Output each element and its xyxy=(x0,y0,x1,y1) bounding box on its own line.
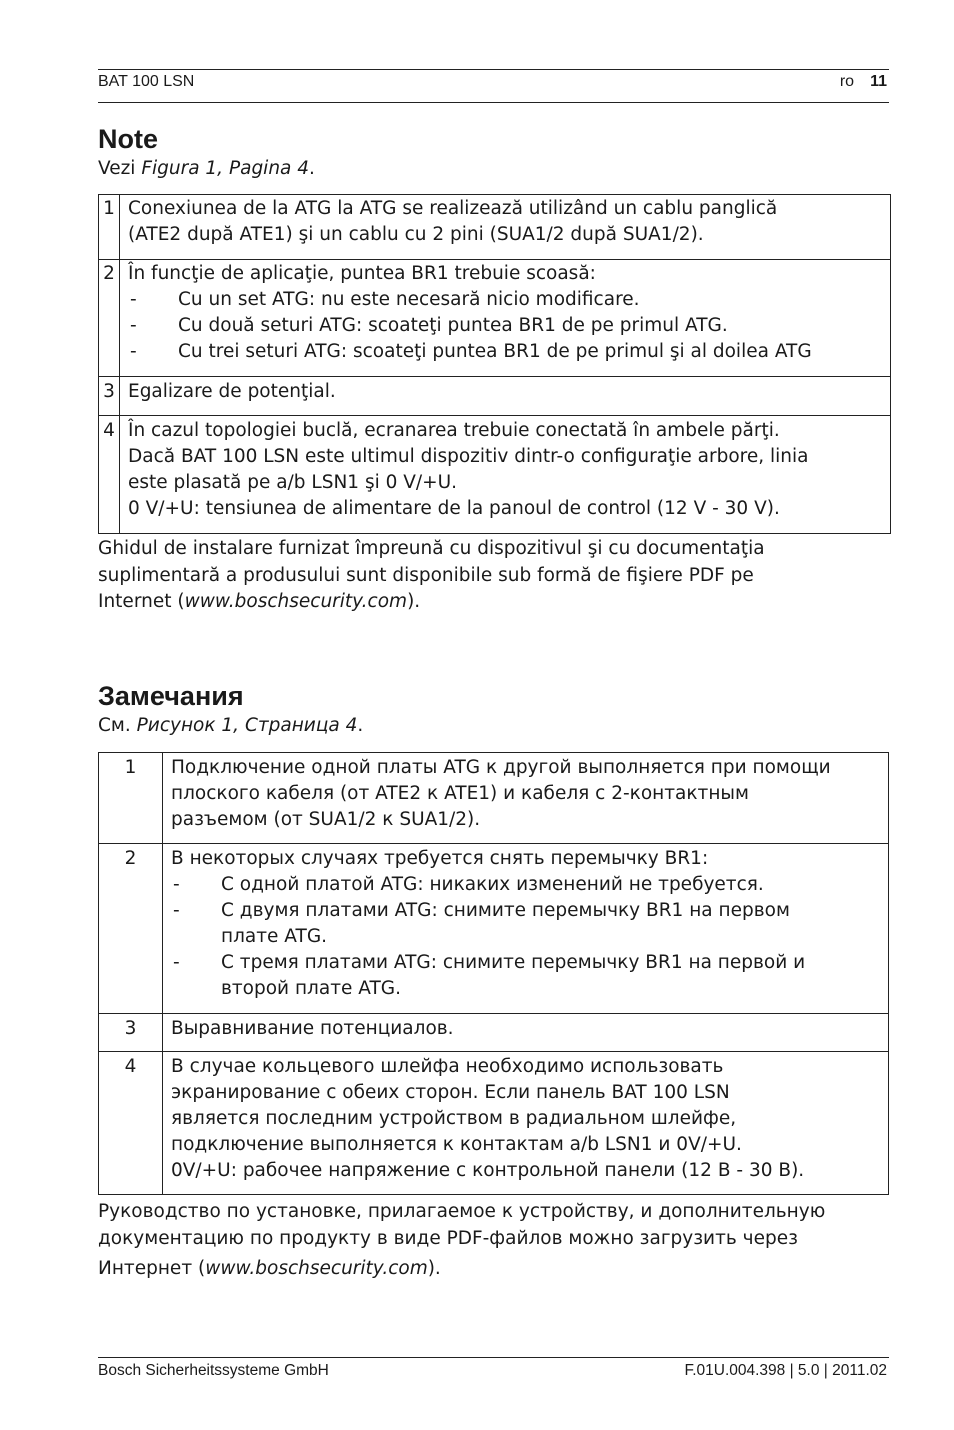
header-bottom-rule xyxy=(98,102,889,103)
bullet-item xyxy=(128,313,890,339)
bullet-text: плате ATG. xyxy=(221,926,328,947)
notes-table-ru xyxy=(98,752,889,1195)
row-number: 2 xyxy=(99,844,163,1014)
text-line: Conexiunea de la ATG la ATG se realizează utilizând un cablu panglică xyxy=(128,198,778,219)
figure-reference-link: Figura 1, Pagina 4 xyxy=(141,158,310,179)
footer-company: Bosch Sicherheitssysteme GmbH xyxy=(98,1362,329,1379)
figure-reference-suffix: . xyxy=(357,715,364,736)
bullet-dash: - xyxy=(130,289,137,310)
table-row xyxy=(99,195,891,260)
row-text xyxy=(120,260,891,377)
text-line: Ghidul de instalare furnizat împreună cu dispozitivul şi cu documentaţia xyxy=(98,538,765,559)
text-line: документацию по продукту в виде PDF-файлов можно загрузить через xyxy=(98,1227,798,1249)
row-number: 4 xyxy=(99,416,120,534)
text-fragment: ). xyxy=(427,1258,441,1279)
footer-document-info: F.01U.004.398 | 5.0 | 2011.02 xyxy=(684,1362,887,1379)
bullet-dash: - xyxy=(173,952,180,973)
text-line: În funcţie de aplicaţie, puntea BR1 trebuie scoasă: xyxy=(128,263,596,284)
header-language: ro xyxy=(839,73,855,90)
bullet-text: С тремя платами ATG: снимите перемычку BR1 на первой и xyxy=(221,952,806,973)
figure-reference-prefix: См. xyxy=(98,715,137,736)
figure-reference-ru xyxy=(98,713,363,739)
text-line: (ATE2 după ATE1) şi un cablu cu 2 pini (SUA1/2 după SUA1/2). xyxy=(128,224,704,245)
table-row xyxy=(99,1014,889,1052)
bullet-item xyxy=(171,898,888,950)
table-row xyxy=(99,753,889,844)
text-line: Подключение одной платы ATG к другой выполняется при помощи xyxy=(171,757,831,778)
row-text xyxy=(163,1014,889,1052)
website-link[interactable]: www.boschsecurity.com xyxy=(205,1258,428,1279)
row-number: 3 xyxy=(99,1014,163,1052)
footer-rule xyxy=(98,1357,889,1358)
text-line: экранирование с обеих сторон. Если панель BAT 100 LSN xyxy=(171,1082,730,1103)
row-number: 2 xyxy=(99,260,120,377)
bullet-text: Cu două seturi ATG: scoateţi puntea BR1 de pe primul ATG. xyxy=(178,315,728,336)
notes-table-ro xyxy=(98,194,891,534)
row-text xyxy=(120,195,891,260)
text-line: 0 V/+U: tensiunea de alimentare de la panoul de control (12 V - 30 V). xyxy=(128,498,780,519)
row-text xyxy=(120,377,891,416)
header-product-name: BAT 100 LSN xyxy=(98,73,195,90)
text-line: este plasată pe a/b LSN1 şi 0 V/+U. xyxy=(128,472,458,493)
download-note-ro xyxy=(98,536,890,616)
text-line: Выравнивание потенциалов. xyxy=(171,1018,454,1039)
text-line: Egalizare de potenţial. xyxy=(128,381,336,402)
website-link[interactable]: www.boschsecurity.com xyxy=(184,591,408,612)
table-row xyxy=(99,260,891,377)
bullet-dash: - xyxy=(173,874,180,895)
text-fragment: Интернет ( xyxy=(98,1258,206,1279)
text-line: Руководство по установке, прилагаемое к устройству, и дополнительную xyxy=(98,1201,826,1222)
bullet-item xyxy=(171,950,888,1002)
header-language-and-page xyxy=(840,70,887,94)
text-line: подключение выполняется к контактам a/b LSN1 и 0V/+U. xyxy=(171,1134,742,1155)
row-text xyxy=(163,844,889,1014)
text-line: В некоторых случаях требуется снять перемычку BR1: xyxy=(171,848,709,869)
figure-reference-link: Рисунок 1, Страница 4 xyxy=(136,715,358,736)
text-line: 0V/+U: рабочее напряжение с контрольной панели (12 В - 30 В). xyxy=(171,1160,805,1181)
bullet-text: Cu trei seturi ATG: scoateţi puntea BR1 de pe primul şi al doilea ATG xyxy=(178,341,812,362)
bullet-text: С одной платой ATG: никаких изменений не требуется. xyxy=(221,874,764,895)
text-fragment: Internet ( xyxy=(98,591,185,612)
figure-reference-suffix: . xyxy=(309,158,315,179)
bullet-dash: - xyxy=(130,341,137,362)
row-number: 1 xyxy=(99,195,120,260)
text-line: разъемом (от SUA1/2 к SUA1/2). xyxy=(171,809,481,830)
row-number: 4 xyxy=(99,1052,163,1195)
running-header xyxy=(98,70,889,94)
section-title-ru: Замечания xyxy=(98,681,244,711)
download-note-ru xyxy=(98,1199,890,1283)
figure-reference-prefix: Vezi xyxy=(98,158,142,179)
text-line: В случае кольцевого шлейфа необходимо использовать xyxy=(171,1056,724,1077)
bullet-text: Cu un set ATG: nu este necesară nicio modificare. xyxy=(178,289,640,310)
page-number: 11 xyxy=(870,73,887,90)
table-row xyxy=(99,416,891,534)
bullet-item xyxy=(171,872,888,898)
section-title-ro: Note xyxy=(98,124,158,154)
text-line xyxy=(98,589,890,616)
text-line xyxy=(98,1256,890,1283)
bullet-text: второй плате ATG. xyxy=(221,978,401,999)
row-text xyxy=(163,753,889,844)
row-number: 3 xyxy=(99,377,120,416)
text-line: În cazul topologiei buclă, ecranarea trebuie conectată în ambele părţi. xyxy=(128,420,780,441)
bullet-dash: - xyxy=(173,900,180,921)
table-row xyxy=(99,844,889,1014)
running-footer xyxy=(98,1360,889,1382)
row-number: 1 xyxy=(99,753,163,844)
table-row xyxy=(99,1052,889,1195)
text-line: плоского кабеля (от ATE2 к ATE1) и кабеля с 2-контактным xyxy=(171,783,749,804)
table-row xyxy=(99,377,891,416)
text-line: Dacă BAT 100 LSN este ultimul dispozitiv dintr-o configuraţie arbore, linia xyxy=(128,446,809,467)
bullet-dash: - xyxy=(130,315,137,336)
bullet-item xyxy=(128,339,890,365)
text-fragment: ). xyxy=(407,591,421,612)
bullet-text: С двумя платами ATG: снимите перемычку BR1 на первом xyxy=(221,900,790,921)
row-text xyxy=(120,416,891,534)
row-text xyxy=(163,1052,889,1195)
text-line: является последним устройством в радиальном шлейфе, xyxy=(171,1108,737,1129)
bullet-item xyxy=(128,287,890,313)
figure-reference-ro xyxy=(98,156,315,182)
text-line: suplimentară a produsului sunt disponibile sub formă de fişiere PDF pe xyxy=(98,564,754,586)
